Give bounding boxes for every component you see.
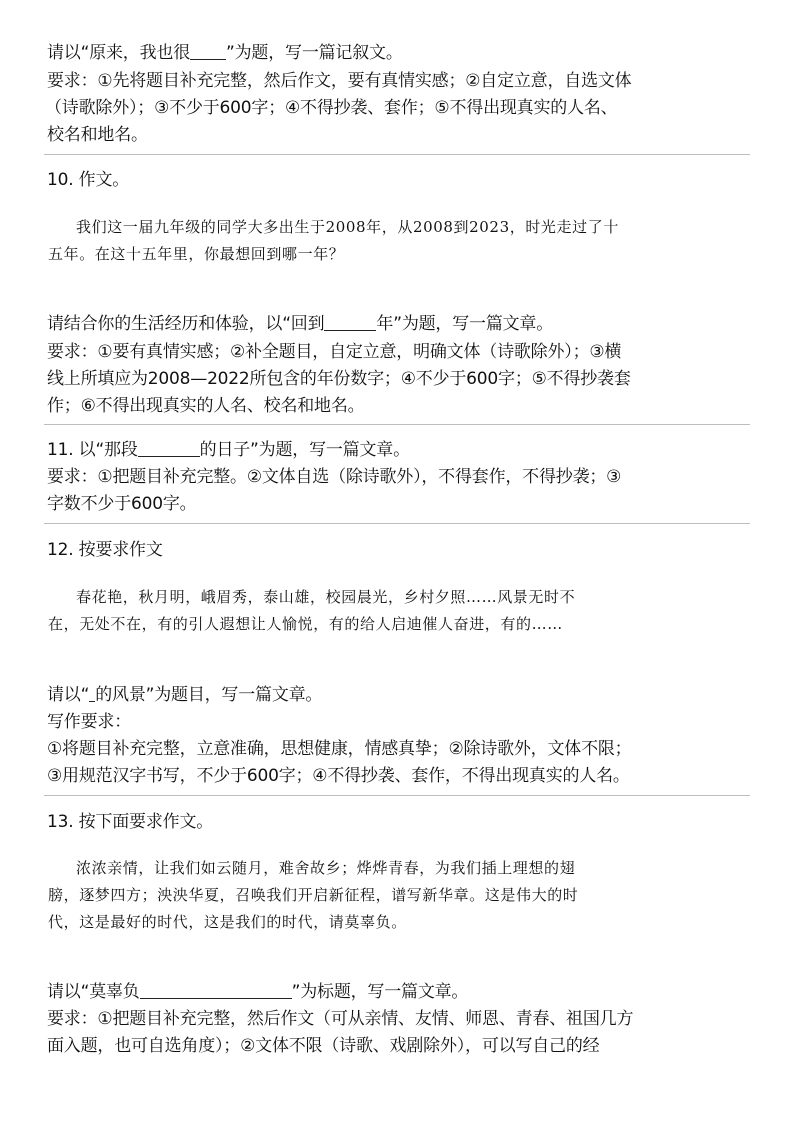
divider [44, 154, 750, 155]
q13-prompt: 请以“莫辜负 ”为标题，写一篇文章。 [47, 982, 469, 1002]
q12-prompt: 请以“ 的风景”为题目，写一篇文章。 [47, 685, 323, 705]
q11-requirement-line: 要求：①把题目补充完整。②文体自选（除诗歌外），不得套作，不得抄袭；③ [47, 467, 622, 487]
fill-blank [190, 43, 226, 60]
q10-requirement-line: 作；⑥不得出现真实的人名、校名和地名。 [47, 396, 365, 416]
q13-material-line: 浓浓亲情，让我们如云随月，难舍故乡；烨烨青春，为我们插上理想的翅 [76, 859, 576, 877]
q10-prompt: 请结合你的生活经历和体验，以“回到 年”为题，写一篇文章。 [47, 314, 554, 334]
fill-blank [140, 982, 292, 999]
q10-material-line: 我们这一届九年级的同学大多出生于2008年，从2008到2023，时光走过了十 [76, 218, 619, 236]
q10-requirement-line: 要求：①要有真情实感；②补全题目，自定立意，明确文体（诗歌除外）；③横 [47, 342, 622, 362]
q13-heading: 13. 按下面要求作文。 [47, 812, 214, 832]
q10-material-line: 五年。在这十五年里，你最想回到哪一年？ [48, 245, 345, 263]
q13-requirement-line: 面入题，也可自选角度）；②文体不限（诗歌、戏剧除外），可以写自己的经 [47, 1036, 600, 1056]
divider [44, 424, 750, 425]
q13-material-line: 膀，逐梦四方；泱泱华夏，召唤我们开启新征程，谱写新华章。这是伟大的时 [48, 886, 579, 904]
q12-material-line: 春花艳，秋月明，峨眉秀，泰山雄，校园晨光，乡村夕照……风景无时不 [76, 588, 576, 606]
fill-blank [138, 440, 200, 457]
q12-requirement-title: 写作要求： [47, 712, 131, 732]
q12-requirement-line: ①将题目补充完整，立意准确，思想健康，情感真挚；②除诗歌外，文体不限； [47, 739, 632, 759]
divider [44, 795, 750, 796]
q13-requirement-line: 要求：①把题目补充完整，然后作文（可从亲情、友情、师恩、青春、祖国几方 [47, 1009, 634, 1029]
q9-requirement-line: 校名和地名。 [47, 125, 148, 145]
q10-heading: 10. 作文。 [47, 170, 130, 190]
q9-requirement-line: （诗歌除外）；③不少于600字；④不得抄袭、套作；⑤不得出现真实的人名、 [45, 98, 618, 118]
q9-requirement-line: 要求：①先将题目补充完整，然后作文，要有真情实感；②自定立意，自选文体 [47, 71, 632, 91]
q11-requirement-line: 字数不少于600字。 [47, 494, 197, 514]
divider [44, 523, 750, 524]
q12-requirement-line: ③用规范汉字书写，不少于600字；④不得抄袭、套作，不得出现真实的人名。 [47, 766, 630, 786]
q10-requirement-line: 线上所填应为2008—2022所包含的年份数字；④不少于600字；⑤不得抄袭套 [47, 369, 631, 389]
fill-blank [324, 314, 376, 331]
q11-heading: 11. 以“那段 的日子”为题，写一篇文章。 [47, 440, 410, 460]
q12-material-line: 在，无处不在，有的引人遐想让人愉悦，有的给人启迪催人奋进，有的…… [48, 615, 563, 633]
q9-prompt: 请以“原来，我也很 ”为题，写一篇记叙文。 [47, 43, 403, 63]
q13-material-line: 代，这是最好的时代，这是我们的时代，请莫辜负。 [48, 913, 407, 931]
q12-heading: 12. 按要求作文 [47, 540, 163, 560]
